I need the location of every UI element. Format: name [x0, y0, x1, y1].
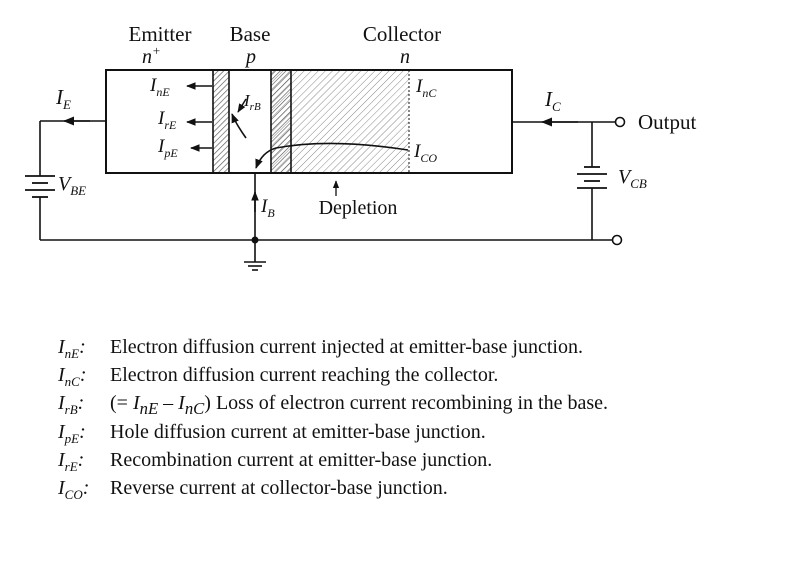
legend-symbol: $I_{rE}$:	[58, 448, 85, 474]
emitter-base-depletion-region	[213, 71, 229, 173]
legend-symbol: $I_{CO}$:	[58, 476, 90, 502]
legend-symbol: $I_{nC}$:	[58, 364, 87, 390]
v-cb-label: $V_{CB}$	[618, 166, 647, 191]
base-recombination-arrow-left	[232, 114, 246, 138]
legend-description: Electron diffusion current injected at emitter-base junction.	[110, 336, 583, 358]
legend-symbol: $I_{nE}$:	[58, 336, 86, 361]
depletion-label: Depletion	[318, 197, 398, 219]
i-ne-label: $I_{nE}$	[150, 75, 170, 99]
legend-description: Reverse current at collector-base junction.	[110, 476, 448, 499]
legend-row-i-nc	[58, 361, 778, 389]
collector-label: Collector	[362, 22, 442, 46]
bottom-terminal	[613, 236, 622, 245]
legend-row-i-rb	[58, 389, 778, 417]
current-legend	[58, 333, 778, 502]
output-terminal	[616, 118, 625, 127]
i-e-label: $I_E$	[56, 85, 71, 112]
i-c-label: $I_C$	[545, 87, 561, 114]
legend-description: Electron diffusion current reaching the collector.	[110, 364, 499, 387]
i-co-label: $I_{CO}$	[414, 141, 437, 165]
legend-row-i-co	[58, 474, 778, 502]
base-label: Base	[229, 22, 271, 46]
emitter-label: Emitter	[128, 22, 192, 46]
i-b-label: $I_B$	[261, 196, 275, 220]
i-nc-label: $I_{nC}$	[416, 76, 437, 100]
legend-symbol: $I_{pE}$:	[58, 420, 86, 446]
collector-base-depletion-dense	[271, 71, 291, 173]
base-doping: p	[246, 46, 256, 68]
legend-description: (= $I_{nE} - I_{nC}$) Loss of electron current recombining in the base.	[110, 392, 609, 419]
legend-row-i-pe	[58, 418, 778, 446]
i-pe-label: $I_{pE}$	[158, 136, 178, 160]
v-be-label: $V_{BE}$	[58, 173, 87, 198]
legend-description: Recombination current at emitter-base junction.	[110, 448, 493, 471]
i-rb-label: $I_{rB}$	[244, 91, 261, 113]
legend-row-i-re	[58, 446, 778, 474]
base-node	[252, 237, 259, 244]
output-label: Output	[638, 110, 697, 134]
legend-symbol: $I_{rB}$:	[58, 392, 85, 418]
legend-description: Hole diffusion current at emitter-base junction.	[110, 420, 486, 443]
i-re-label: $I_{rE}$	[158, 108, 177, 132]
collector-doping: n	[400, 46, 410, 68]
legend-row-i-ne	[58, 333, 778, 361]
emitter-doping: n+	[142, 43, 161, 68]
